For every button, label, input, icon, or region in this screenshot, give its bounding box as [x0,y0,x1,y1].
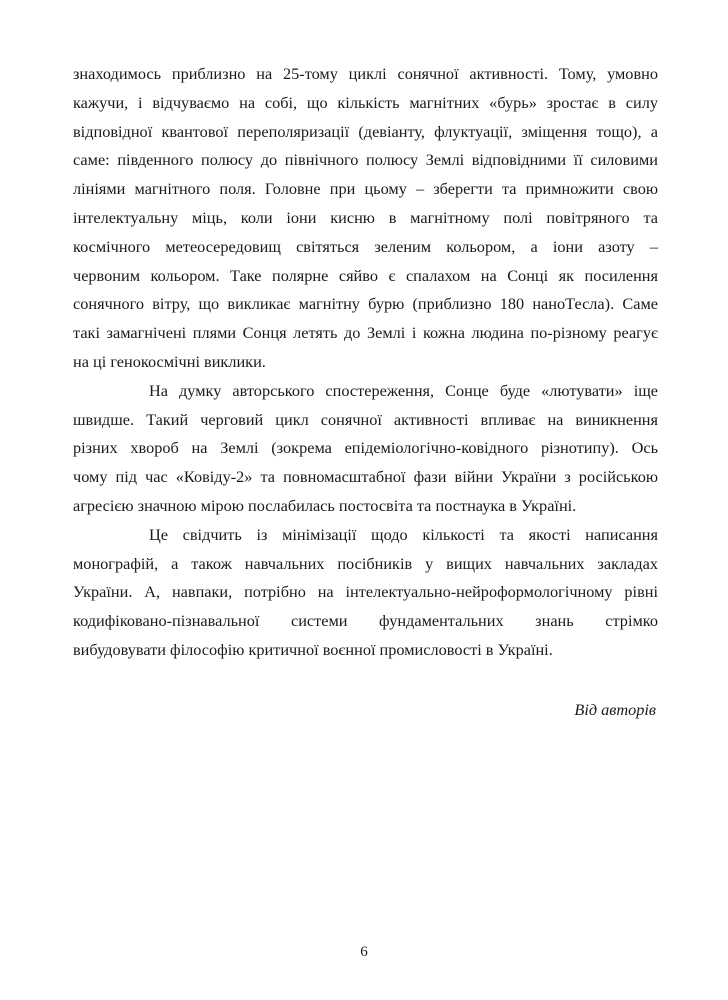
text-line: чому під час «Ковіду-2» та повномасштабної фази війни України з російською [73,467,658,487]
text-line: швидше. Такий черговий цикл сонячної активності впливає на виникнення [73,409,658,429]
text-line: космічного метеосередовищ світяться зеленим кольором, а іони азоту – [73,236,658,256]
text-line: На думку авторського спостереження, Сонце буде «лютувати» іще [149,380,658,400]
text-line: вибудовувати філософію критичної воєнної промисловості в Україні. [73,639,553,659]
text-line: червоним кольором. Таке полярне сяйво є спалахом на Сонці як посилення [73,265,658,285]
page-number: 6 [360,944,368,960]
text-line: на ці генокосмічні виклики. [73,351,266,371]
text-line: сонячного вітру, що викликає магнітну бурю (приблизно 180 наноТесла). Саме [73,294,658,314]
text-line: відповідної квантової переполяризації (девіанту, флуктуації, зміщення тощо), а [73,121,658,141]
text-line: різних хвороб на Землі (зокрема епідеміологічно-ковідного різнотипу). Ось [73,438,658,458]
text-line: лініями магнітного поля. Головне при цьому – зберегти та примножити свою [73,179,658,199]
text-line: знаходимось приблизно на 25-тому циклі сонячної активності. Тому, умовно [73,64,658,83]
text-line: монографій, а також навчальних посібників у вищих навчальних закладах [73,553,658,573]
paragraph [73,521,658,665]
paragraph [73,60,658,377]
text-line: саме: південного полюсу до північного полюсу Землі відповідними її силовими [73,150,658,170]
text-line: України. А, навпаки, потрібно на інтелектуально-нейроформологічному рівні [73,582,658,602]
text-line: кажучи, і відчуваємо на собі, що кількість магнітних «бурь» зростає в силу [73,92,658,112]
document-body [73,60,658,665]
text-line: такі замагнічені плями Сонця летять до Землі і кожна людина по-різному реагує [73,323,658,343]
text-line: агресією значною мірою послабилась постосвіта та постнаука в Україні. [73,495,577,515]
text-line: інтелектуальну міць, коли іони кисню в магнітному полі повітряного та [73,207,658,227]
paragraph [73,377,658,521]
text-line: Це свідчить із мінімізації щодо кількості та якості написання [149,524,658,544]
text-line: кодифіковано-пізнавальної системи фундаментальних знань стрімко [73,611,658,631]
signature: Від авторів [574,700,656,719]
